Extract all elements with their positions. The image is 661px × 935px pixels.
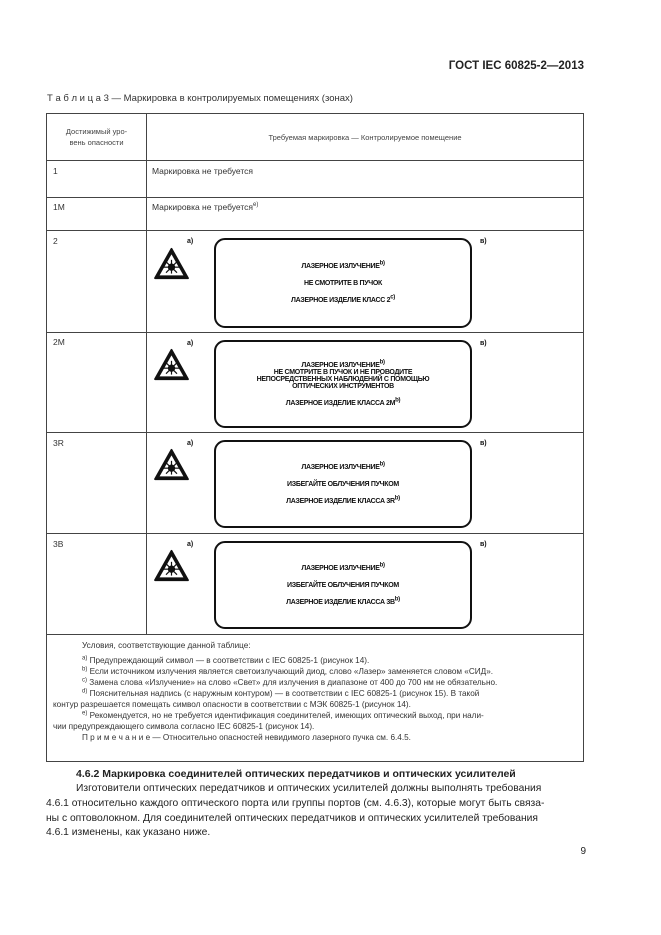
laser-warning-icon (153, 348, 190, 381)
table-footnotes: Условия, соответствующие данной таблице: $^{a)}$ Предупреждающий символ — в соответствии с IEC 60825-1 (рисунок 14). $^{b)}$ Если источником излучения является светоизлучающий диод, слово «Лазер» заменяется словом «СИД». $^{c)}$ Замена слова «Излучение» на слово «Свет» для излучения в диапазоне от 400 до 700 нм не обязательно. $^{d)}$ Пояснительная надпись (с наружным контуром) — в соответствии с IEC 60825-1 (рисунок 15). В такой контур разрешается помещать символ опасности в соответствии с МЭК 60825-1 (рисунок 14). $^{e)}$ Рекомендуется, но не требуется идентификация соединителей, имеющих оптический выход, при нали- чии предупреждающего символа согласно IEC 60825-1 (рисунок 14). П р и м е ч а н и е — Относительно опасностей невидимого лазерного пучка см. 6.4.5. (53, 641, 498, 742)
explanatory-label-class-2: ЛАЗЕРНОЕ ИЗЛУЧЕНИЕ$^{b)}$ НЕ СМОТРИТЕ В ПУЧОК ЛАЗЕРНОЕ ИЗДЕЛИЕ КЛАСС 2$^{c)}$ (214, 238, 472, 328)
table-caption: Т а б л и ц а 3 — Маркировка в контролируемых помещениях (зонах) (47, 93, 353, 104)
laser-warning-icon (153, 448, 190, 481)
laser-warning-icon (153, 549, 190, 582)
level-2m: 2M (53, 337, 65, 347)
tag-a: a) (187, 238, 194, 245)
explanatory-label-class-2m: ЛАЗЕРНОЕ ИЗЛУЧЕНИЕ$^{b)}$ НЕ СМОТРИТЕ В ПУЧОК И НЕ ПРОВОДИТЕ НЕПОСРЕДСТВЕННЫХ НАБЛЮДЕНИЙ С ПОМОЩЬЮ ОПТИЧЕСКИХ ИНСТРУМЕНТОВ ЛАЗЕРНОЕ ИЗДЕЛИЕ КЛАССА $2M^{b)}$ (214, 340, 472, 428)
row1m-text: Маркировка не требуется$^{e)}$ (152, 202, 259, 212)
tag-b: в) (480, 440, 487, 447)
section-body: Изготовители оптических передатчиков и оптических усилителей должны выполнять требования 4.6.1 относительно каждого оптического порта или группы портов (см. 4.6.3), которые могут быть связа- ны с оптоволокном. Для соединителей оптических передатчиков и оптических усилителей требования 4.6.1 изменены, как указано ниже. (46, 783, 545, 839)
level-2: 2 (53, 236, 58, 246)
col2-header: Требуемая маркировка — Контролируемое помещение (268, 133, 462, 142)
tag-b: в) (480, 541, 487, 548)
row1-text: Маркировка не требуется (152, 166, 254, 176)
standard-header: ГОСТ IEC 60825-2—2013 (448, 60, 584, 72)
col1-header: Достижимый уро- вень опасности (65, 127, 128, 147)
laser-warning-icon (153, 247, 190, 280)
explanatory-label-class-3b: ЛАЗЕРНОЕ ИЗЛУЧЕНИЕ$^{b)}$ ИЗБЕГАЙТЕ ОБЛУЧЕНИЯ ПУЧКОМ ЛАЗЕРНОЕ ИЗДЕЛИЕ КЛАССА $3B^{b)}$ (214, 541, 472, 629)
level-1m: 1M (53, 202, 65, 212)
tag-a: a) (187, 541, 194, 548)
level-3b: 3B (53, 539, 64, 549)
page-number: 9 (580, 846, 586, 857)
level-1: 1 (53, 166, 58, 176)
explanatory-label-class-3r: ЛАЗЕРНОЕ ИЗЛУЧЕНИЕ$^{b)}$ ИЗБЕГАЙТЕ ОБЛУЧЕНИЯ ПУЧКОМ ЛАЗЕРНОЕ ИЗДЕЛИЕ КЛАССА $3R^{b)}$ (214, 440, 472, 528)
section-title: 4.6.2 Маркировка соединителей оптических передатчиков и оптических усилителей (76, 768, 516, 780)
tag-b: в) (480, 340, 487, 347)
tag-b: в) (480, 238, 487, 245)
tag-a: a) (187, 340, 194, 347)
marking-table (46, 113, 584, 762)
level-3r: 3R (53, 438, 64, 448)
tag-a: a) (187, 440, 194, 447)
